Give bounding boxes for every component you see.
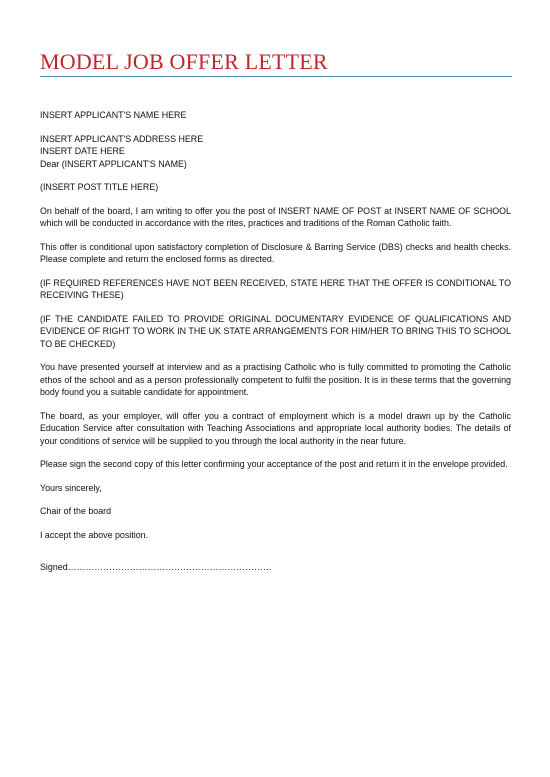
paragraph-offer: On behalf of the board, I am writing to offer you the post of INSERT NAME OF POST at INSERT NAME OF SCHOOL which will be conducted in accordance with the rites, practices and traditions of the Roman Catholic faith.	[40, 205, 511, 228]
paragraph-interview: You have presented yourself at interview and as a practising Catholic who is fully committed to promoting the Catholic ethos of the school and as a person professionally competent to fulfil the position. It is in these terms that the governing body found you a suitable candidate for appointment.	[40, 362, 511, 397]
paragraph-signature-request: Please sign the second copy of this letter confirming your acceptance of the post and return it in the envelope provided.	[40, 459, 508, 469]
signatory: Chair of the board	[40, 506, 112, 516]
paragraph-contract: The board, as your employer, will offer you a contract of employment which is a model drawn up by the Catholic Education Service after consultation with Teaching Associations and appropriate local authority bodies. The details of your conditions of service will be supplied to you through the local authority in the near future.	[40, 410, 511, 446]
paragraph-right-to-work: (IF THE CANDIDATE FAILED TO PROVIDE ORIGINAL DOCUMENTARY EVIDENCE OF QUALIFICATIONS AND EVIDENCE OF RIGHT TO WORK IN THE UK STATE ARRANGEMENTS FOR HIM/HER TO BRING THIS TO SCHOOL TO BE CHECKED)	[40, 313, 511, 349]
post-title: (INSERT POST TITLE HERE)	[40, 182, 159, 192]
paragraph-conditions: This offer is conditional upon satisfactory completion of Disclosure & Barring Service (DBS) checks and health checks. Please complete and return the enclosed forms as directed.	[40, 241, 511, 264]
letter-body	[40, 109, 511, 585]
title-divider	[40, 76, 512, 77]
applicant-address: INSERT APPLICANT'S ADDRESS HERE	[40, 133, 204, 144]
signature-line: Signed……………………………………………………………	[40, 562, 272, 572]
applicant-name: INSERT APPLICANT'S NAME HERE	[40, 110, 187, 120]
letter-date: INSERT DATE HERE	[40, 146, 125, 156]
closing: Yours sincerely,	[40, 482, 102, 493]
acceptance-statement: I accept the above position.	[40, 529, 149, 540]
salutation: Dear (INSERT APPLICANT'S NAME)	[40, 158, 187, 169]
paragraph-references: (IF REQUIRED REFERENCES HAVE NOT BEEN RECEIVED, STATE HERE THAT THE OFFER IS CONDITIONAL TO RECEIVING THESE)	[40, 277, 511, 300]
document-title: MODEL JOB OFFER LETTER	[40, 49, 328, 74]
